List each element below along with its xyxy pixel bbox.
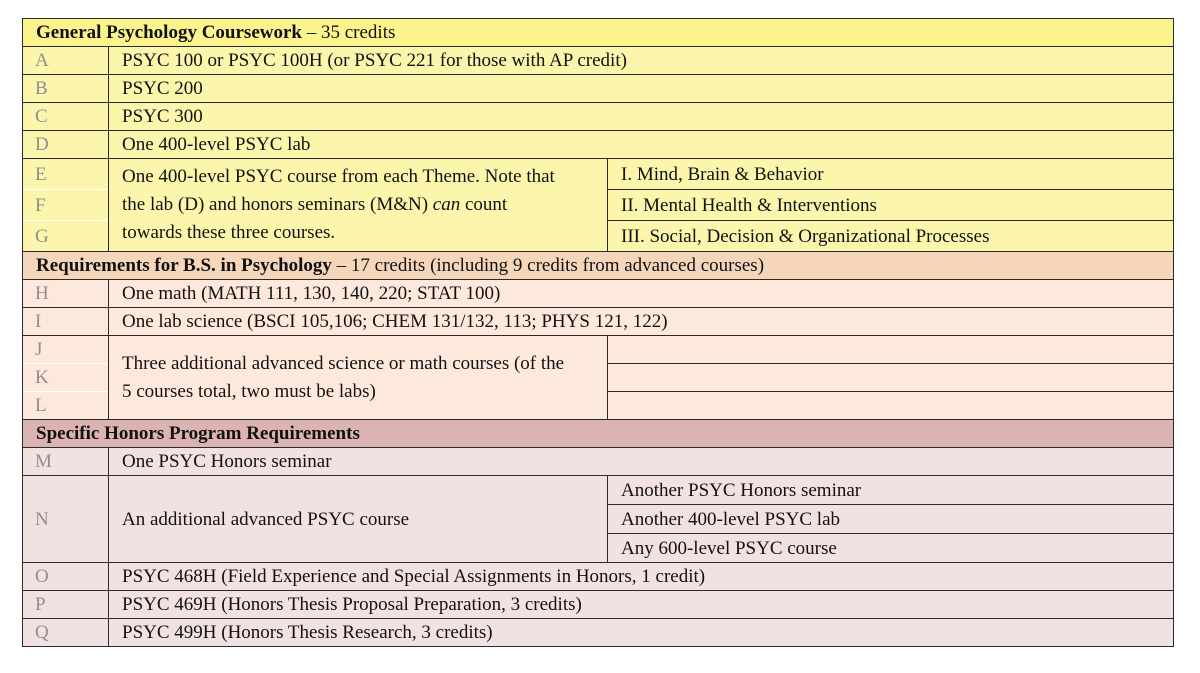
row-letter: L (23, 392, 109, 420)
option-item: Any 600-level PSYC course (608, 534, 1174, 563)
section-credits: – 17 credits (including 9 credits from advanced courses) (331, 255, 765, 276)
row-text: One math (MATH 111, 130, 140, 220; STAT 100) (109, 280, 1174, 308)
row-text: PSYC 100 or PSYC 100H (or PSYC 221 for those with AP credit) (109, 47, 1174, 75)
option-item: Another PSYC Honors seminar (608, 476, 1174, 505)
table-row (23, 476, 1174, 505)
blank-course-cell (608, 336, 1174, 364)
themes-description (109, 159, 608, 252)
section-title: Specific Honors Program Requirements (36, 423, 360, 444)
row-letter: B (23, 75, 109, 103)
row-letter: M (23, 448, 109, 476)
section-header-cell (23, 420, 1174, 448)
section-header-cell (23, 252, 1174, 280)
advanced-description: Three additional advanced science or math courses (of the 5 courses total, two must be labs) (109, 336, 608, 420)
row-text: PSYC 468H (Field Experience and Special Assignments in Honors, 1 credit) (109, 563, 1174, 591)
section-credits: – 35 credits (301, 22, 396, 43)
table-row (23, 448, 1174, 476)
option-item: Another 400-level PSYC lab (608, 505, 1174, 534)
row-text: PSYC 300 (109, 103, 1174, 131)
section-title: General Psychology Coursework (36, 22, 302, 43)
row-letter: Q (23, 619, 109, 647)
themes-desc-emphasis: can (432, 194, 461, 215)
table-row (23, 336, 1174, 364)
theme-item: I. Mind, Brain & Behavior (608, 159, 1174, 190)
row-letter: D (23, 131, 109, 159)
requirements-table (22, 18, 1174, 647)
row-letter: E (23, 159, 109, 190)
row-letter: I (23, 308, 109, 336)
row-letter: G (23, 221, 109, 252)
table-row (23, 280, 1174, 308)
row-letter: K (23, 364, 109, 392)
theme-item: III. Social, Decision & Organizational Processes (608, 221, 1174, 252)
row-letter: J (23, 336, 109, 364)
section-header-cell (23, 19, 1174, 47)
section-header-general (23, 19, 1174, 47)
row-letter: F (23, 190, 109, 221)
row-text: PSYC 200 (109, 75, 1174, 103)
table-row (23, 47, 1174, 75)
row-text: One 400-level PSYC lab (109, 131, 1174, 159)
themes-desc-part1: One 400-level PSYC course from each Theme. Note that the lab (D) and honors seminars (M&N) (122, 166, 555, 215)
row-text: One lab science (BSCI 105,106; CHEM 131/132, 113; PHYS 121, 122) (109, 308, 1174, 336)
row-letter: O (23, 563, 109, 591)
row-letter: P (23, 591, 109, 619)
blank-course-cell (608, 392, 1174, 420)
row-text: An additional advanced PSYC course (109, 476, 608, 563)
row-text: One PSYC Honors seminar (109, 448, 1174, 476)
table-row (23, 131, 1174, 159)
blank-course-cell (608, 364, 1174, 392)
table-row (23, 563, 1174, 591)
row-text: PSYC 469H (Honors Thesis Proposal Preparation, 3 credits) (109, 591, 1174, 619)
section-header-bs (23, 252, 1174, 280)
row-letter: H (23, 280, 109, 308)
row-letter: A (23, 47, 109, 75)
theme-item: II. Mental Health & Interventions (608, 190, 1174, 221)
themes-desc-part2: count towards these three courses. (122, 194, 508, 243)
table-row (23, 308, 1174, 336)
table-row (23, 159, 1174, 190)
section-title: Requirements for B.S. in Psychology (36, 255, 332, 276)
table-row (23, 591, 1174, 619)
table-row (23, 103, 1174, 131)
row-text: PSYC 499H (Honors Thesis Research, 3 credits) (109, 619, 1174, 647)
table-row (23, 75, 1174, 103)
table-row (23, 619, 1174, 647)
row-letter: C (23, 103, 109, 131)
row-letter: N (23, 476, 109, 563)
section-header-honors (23, 420, 1174, 448)
